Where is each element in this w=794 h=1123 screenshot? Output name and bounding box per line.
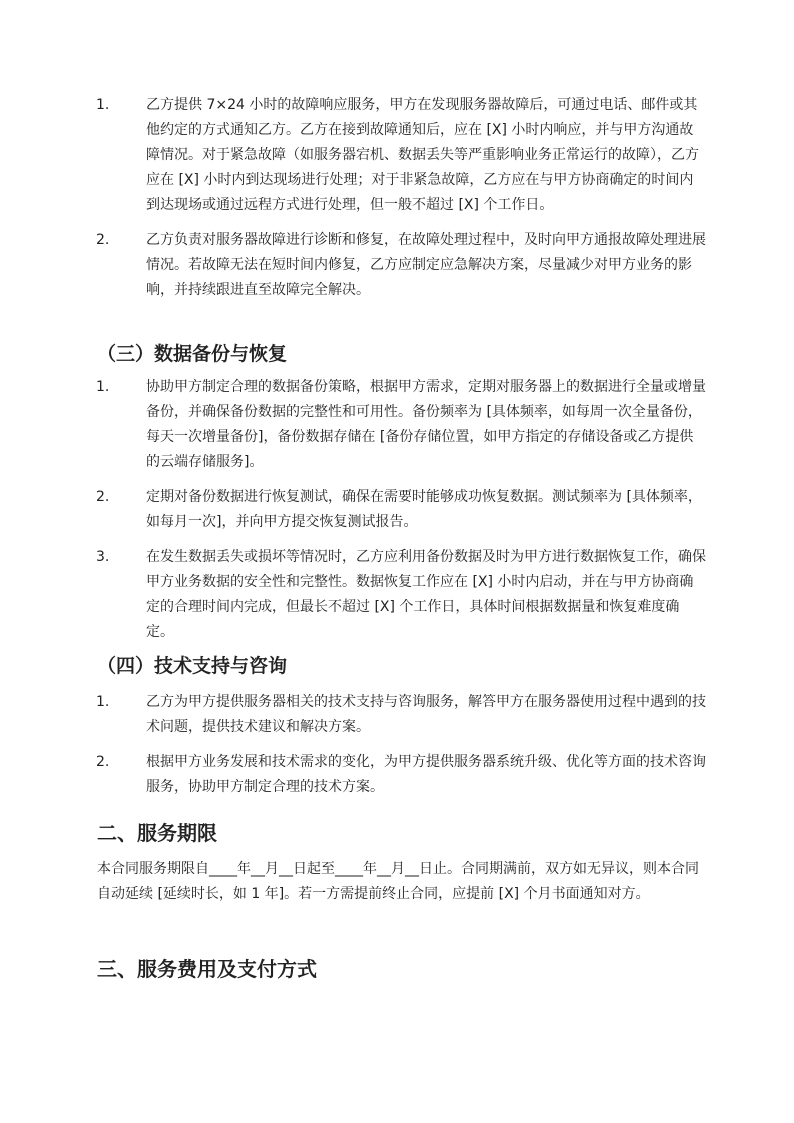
- list-item: [0, 750, 794, 800]
- list-item: [0, 93, 794, 218]
- list-text: 乙方为甲方提供服务器相关的技术支持与咨询服务，解答甲方在服务器使用过程中遇到的技术问题，提供技术建议和解决方案。: [146, 694, 706, 735]
- list-number: 1.: [96, 97, 110, 113]
- list-item: [0, 545, 794, 645]
- list-number: 2.: [96, 489, 110, 505]
- list-text: 在发生数据丢失或损坏等情况时，乙方应利用备份数据及时为甲方进行数据恢复工作，确保甲方业务数据的安全性和完整性。数据恢复工作应在 [X] 小时内启动，并在与甲方协商确定的合理时间内完成，但最长不超过 [X] 个工作日，具体时间根据数据量和恢复难度确定。: [146, 549, 706, 640]
- support-list: [0, 690, 794, 810]
- backup-list: [0, 375, 794, 655]
- list-item: [0, 690, 794, 740]
- list-text: 定期对备份数据进行恢复测试，确保在需要时能够成功恢复数据。测试频率为 [具体频率，如每月一次]，并向甲方提交恢复测试报告。: [146, 489, 702, 530]
- list-text: 乙方提供 7×24 小时的故障响应服务，甲方在发现服务器故障后，可通过电话、邮件或其他约定的方式通知乙方。乙方在接到故障通知后，应在 [X] 小时内响应，并与甲方沟通故障情况。对于紧急故障（如服务器宕机、数据丢失等严重影响业务正常运行的故障），乙方应在 [X] 小时内到达现场进行处理；对于非紧急故障，乙方应在与甲方协商确定的时间内到达现场或通过远程方式进行处理，但一般不超过 [X] 个工作日。: [146, 97, 699, 213]
- list-number: 1.: [96, 694, 110, 710]
- list-item: [0, 375, 794, 475]
- list-item: [0, 228, 794, 303]
- section-heading-fees: 三、服务费用及支付方式: [97, 957, 317, 981]
- list-number: 3.: [96, 549, 110, 565]
- fault-response-list: [0, 93, 794, 313]
- section-heading-backup: （三）数据备份与恢复: [97, 343, 288, 365]
- section-heading-support: （四）技术支持与咨询: [97, 655, 288, 677]
- list-text: 协助甲方制定合理的数据备份策略，根据甲方需求，定期对服务器上的数据进行全量或增量备份，并确保备份数据的完整性和可用性。备份频率为 [具体频率，如每周一次全量备份，每天一次增量备份]，备份数据存储在 [备份存储位置，如甲方指定的存储设备或乙方提供的云端存储服务]。: [146, 379, 706, 470]
- list-text: 乙方负责对服务器故障进行诊断和修复，在故障处理过程中，及时向甲方通报故障处理进展情况。若故障无法在短时间内修复，乙方应制定应急解决方案，尽量减少对甲方业务的影响，并持续跟进直至故障完全解决。: [146, 232, 706, 298]
- list-number: 1.: [96, 379, 110, 395]
- term-paragraph: 本合同服务期限自____年__月__日起至____年__月__日止。合同期满前，双方如无异议，则本合同自动延续 [延续时长，如 1 年]。若一方需提前终止合同，应提前 [X] 个月书面通知对方。: [97, 861, 699, 902]
- list-text: 根据甲方业务发展和技术需求的变化，为甲方提供服务器系统升级、优化等方面的技术咨询服务，协助甲方制定合理的技术方案。: [146, 754, 706, 795]
- list-item: [0, 485, 794, 535]
- list-number: 2.: [96, 754, 110, 770]
- list-number: 2.: [96, 232, 110, 248]
- section-heading-term: 二、服务期限: [97, 821, 217, 845]
